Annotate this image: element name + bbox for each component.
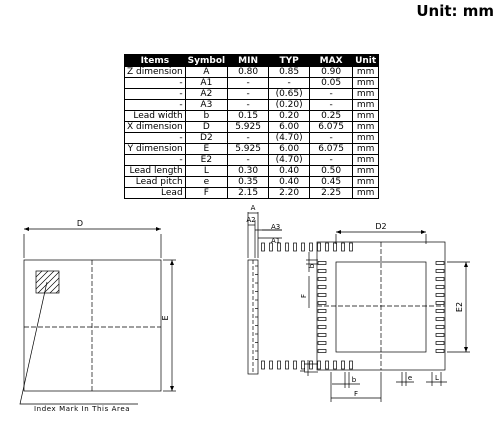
lead-pad-bottom — [278, 361, 281, 369]
label-F-bottom: F — [353, 390, 359, 398]
table-cell: 2.25 — [310, 188, 353, 199]
table-cell: (4.70) — [269, 155, 310, 166]
table-cell: E — [185, 144, 227, 155]
table-cell: 2.20 — [269, 188, 310, 199]
table-cell: - — [310, 100, 353, 111]
lead-pad-right — [436, 310, 444, 313]
table-cell: Lead — [125, 188, 186, 199]
index-leader — [20, 282, 138, 404]
lead-pad-right — [436, 326, 444, 329]
lead-pad-bottom — [342, 361, 345, 369]
lead-pad-right — [436, 334, 444, 337]
table-cell: (0.20) — [269, 100, 310, 111]
lead-pad-left — [318, 350, 326, 353]
table-cell: 0.25 — [310, 111, 353, 122]
table-cell: - — [310, 89, 353, 100]
lead-pad-right — [436, 350, 444, 353]
label-b-bottom: b — [351, 376, 357, 384]
table-cell: - — [125, 78, 186, 89]
table-cell: mm — [353, 177, 379, 188]
table-cell: 0.50 — [310, 166, 353, 177]
table-cell: 6.075 — [310, 122, 353, 133]
table-cell: Z dimension — [125, 67, 186, 78]
table-cell: - — [228, 100, 269, 111]
table-cell: A1 — [185, 78, 227, 89]
lead-pad-left — [318, 270, 326, 273]
label-E2: E2 — [455, 301, 464, 313]
table-cell: - — [228, 133, 269, 144]
lead-pad-bottom — [262, 361, 265, 369]
table-cell: (0.65) — [269, 89, 310, 100]
table-cell: mm — [353, 144, 379, 155]
table-cell: - — [228, 155, 269, 166]
label-e: e — [407, 374, 413, 382]
table-cell: D — [185, 122, 227, 133]
header-symbol: Symbol — [185, 55, 227, 67]
lead-pad-top — [286, 243, 289, 251]
table-cell: mm — [353, 78, 379, 89]
lead-pad-right — [436, 318, 444, 321]
table-cell: - — [125, 133, 186, 144]
table-cell: Y dimension — [125, 144, 186, 155]
lead-pad-left — [318, 278, 326, 281]
table-cell: 0.05 — [310, 78, 353, 89]
table-cell: A3 — [185, 100, 227, 111]
table-cell: 0.45 — [310, 177, 353, 188]
label-L-left: L — [299, 368, 307, 372]
lead-pad-left — [318, 334, 326, 337]
header-unit: Unit — [353, 55, 379, 67]
table-cell: mm — [353, 89, 379, 100]
lead-pad-top — [334, 243, 337, 251]
table-cell: 6.00 — [269, 122, 310, 133]
header-max: MAX — [310, 55, 353, 67]
lead-pad-bottom — [310, 361, 313, 369]
lead-pad-left — [318, 318, 326, 321]
table-cell: Lead width — [125, 111, 186, 122]
table-cell: 0.80 — [228, 67, 269, 78]
table-cell: Lead length — [125, 166, 186, 177]
table-cell: D2 — [185, 133, 227, 144]
header-typ: TYP — [269, 55, 310, 67]
table-cell: 5.925 — [228, 144, 269, 155]
label-A: A — [250, 204, 256, 212]
table-cell: 0.20 — [269, 111, 310, 122]
lead-pad-top — [302, 243, 305, 251]
table-cell: 6.075 — [310, 144, 353, 155]
lead-pad-left — [318, 342, 326, 345]
lead-pad-left — [318, 310, 326, 313]
lead-pad-top — [262, 243, 265, 251]
index-mark-label: Index Mark In This Area — [34, 405, 131, 413]
lead-pad-bottom — [334, 361, 337, 369]
index-mark-hatch — [36, 271, 59, 293]
lead-pad-left — [318, 262, 326, 265]
label-F-left: F — [300, 293, 308, 299]
table-cell: - — [228, 89, 269, 100]
lead-pad-right — [436, 302, 444, 305]
lead-pad-top — [294, 243, 297, 251]
table-cell: (4.70) — [269, 133, 310, 144]
table-cell: - — [228, 78, 269, 89]
table-cell: A2 — [185, 89, 227, 100]
label-D2: D2 — [375, 222, 387, 231]
header-items: Items — [125, 55, 186, 67]
table-cell: 0.35 — [228, 177, 269, 188]
table-cell: 6.00 — [269, 144, 310, 155]
side-view-leads — [255, 266, 258, 360]
table-cell: mm — [353, 111, 379, 122]
table-cell: - — [125, 100, 186, 111]
table-cell: 2.15 — [228, 188, 269, 199]
lead-pad-bottom — [286, 361, 289, 369]
lead-pad-right — [436, 278, 444, 281]
label-A1: A1 — [271, 237, 281, 245]
table-cell: - — [125, 89, 186, 100]
table-cell: mm — [353, 122, 379, 133]
table-cell: mm — [353, 155, 379, 166]
lead-pad-left — [318, 286, 326, 289]
lead-pad-bottom — [294, 361, 297, 369]
lead-pad-right — [436, 262, 444, 265]
lead-pad-right — [436, 270, 444, 273]
lead-pad-right — [436, 342, 444, 345]
table-cell: - — [269, 78, 310, 89]
table-cell: L — [185, 166, 227, 177]
header-min: MIN — [228, 55, 269, 67]
table-cell: 0.90 — [310, 67, 353, 78]
table-cell: A — [185, 67, 227, 78]
lead-pad-right — [436, 286, 444, 289]
table-cell: mm — [353, 133, 379, 144]
table-cell: 0.15 — [228, 111, 269, 122]
table-cell: 0.40 — [269, 166, 310, 177]
table-cell: 0.40 — [269, 177, 310, 188]
table-cell: Lead pitch — [125, 177, 186, 188]
lead-pad-top — [350, 243, 353, 251]
table-cell: - — [310, 133, 353, 144]
label-A3: A3 — [271, 223, 281, 231]
table-cell: mm — [353, 100, 379, 111]
lead-pad-bottom — [270, 361, 273, 369]
label-L-bottom: L — [435, 374, 439, 382]
table-cell: E2 — [185, 155, 227, 166]
table-cell: b — [185, 111, 227, 122]
lead-pad-top — [326, 243, 329, 251]
lead-pad-left — [318, 302, 326, 305]
lead-pad-bottom — [318, 361, 321, 369]
lead-pad-left — [318, 294, 326, 297]
label-b-left: b — [308, 263, 316, 269]
table-cell: mm — [353, 67, 379, 78]
label-E: E — [161, 315, 170, 321]
table-cell: e — [185, 177, 227, 188]
table-cell: - — [310, 155, 353, 166]
table-cell: X dimension — [125, 122, 186, 133]
table-cell: 0.85 — [269, 67, 310, 78]
lead-pad-bottom — [302, 361, 305, 369]
table-cell: 5.925 — [228, 122, 269, 133]
table-cell: 0.30 — [228, 166, 269, 177]
label-D: D — [76, 219, 84, 228]
top-view-body — [24, 260, 161, 391]
table-cell: mm — [353, 166, 379, 177]
unit-label: Unit: mm — [416, 2, 494, 20]
lead-pad-left — [318, 326, 326, 329]
label-A2: A2 — [246, 216, 256, 224]
table-cell: - — [125, 155, 186, 166]
lead-pad-top — [318, 243, 321, 251]
top-view — [20, 227, 176, 404]
lead-pad-bottom — [350, 361, 353, 369]
lead-pad-bottom — [326, 361, 329, 369]
table-cell: mm — [353, 188, 379, 199]
table-cell: F — [185, 188, 227, 199]
lead-pad-top — [342, 243, 345, 251]
lead-pad-top — [310, 243, 313, 251]
lead-pad-right — [436, 294, 444, 297]
